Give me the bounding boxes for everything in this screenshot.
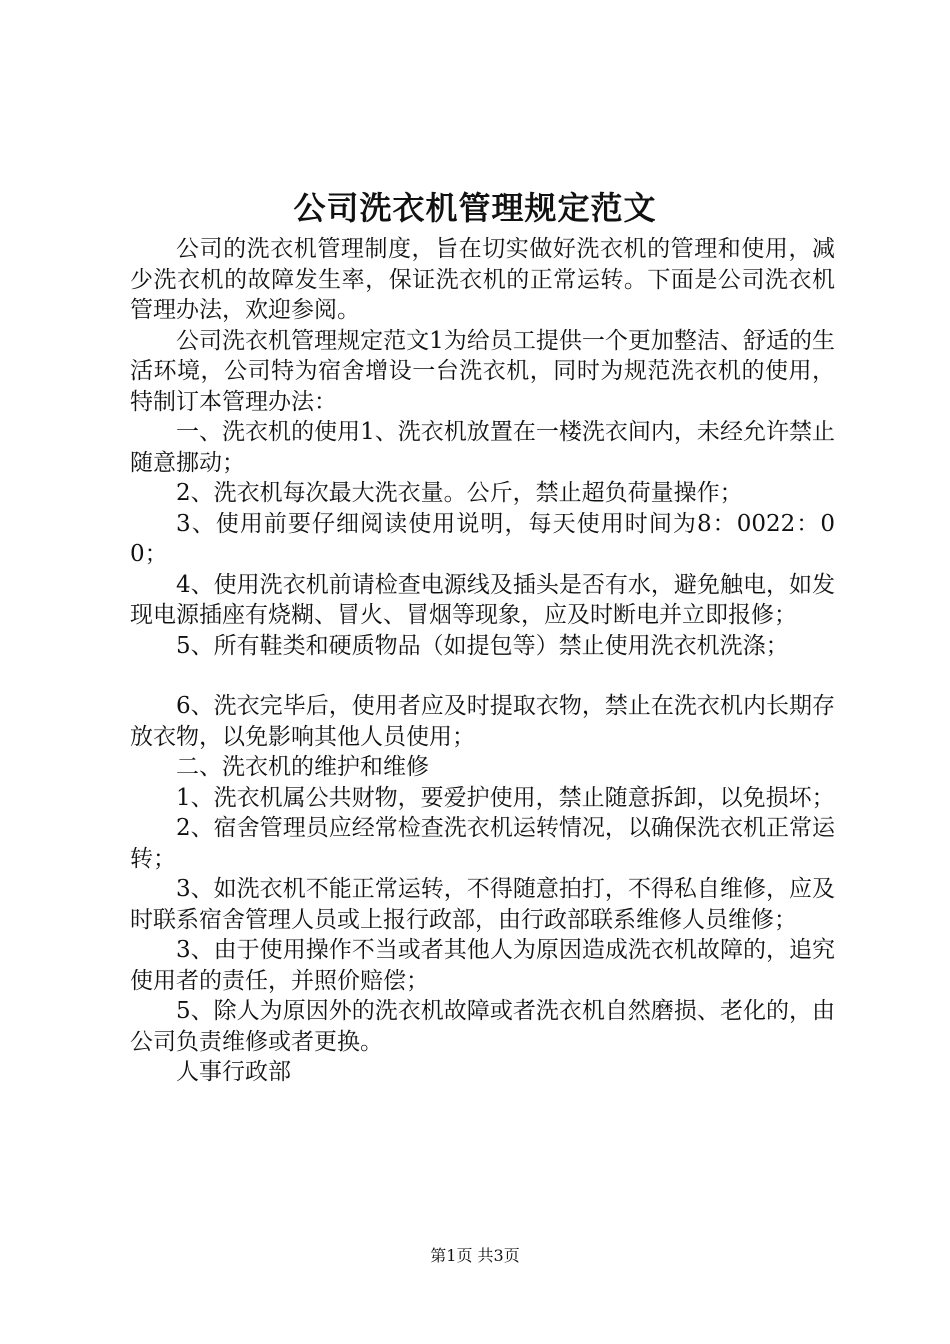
paragraph-maintenance-3: 3、如洗衣机不能正常运转，不得随意拍打，不得私自维修，应及时联系宿舍管理人员或上报行政部，由行政部联系维修人员维修； [130,876,835,933]
paragraph-usage-1: 一、洗衣机的使用1、洗衣机放置在一楼洗衣间内，未经允许禁止随意挪动； [130,419,835,476]
paragraph-maintenance-1: 1、洗衣机属公共财物，要爱护使用，禁止随意拆卸，以免损坏； [176,784,835,811]
paragraph-purpose: 公司洗衣机管理规定范文1为给员工提供一个更加整洁、舒适的生活环境，公司特为宿舍增设一台洗衣机，同时为规范洗衣机的使用，特制订本管理办法： [130,327,835,415]
paragraph-usage-5: 5、所有鞋类和硬质物品（如提包等）禁止使用洗衣机洗涤； [176,632,789,659]
paragraph-maintenance-5: 5、除人为原因外的洗衣机故障或者洗衣机自然磨损、老化的，由公司负责维修或者更换。 [130,998,835,1055]
document-body [130,234,835,1088]
paragraph-usage-2: 2、洗衣机每次最大洗衣量。公斤，禁止超负荷量操作； [176,480,743,506]
page-footer: 第1页 共3页 [430,1246,520,1265]
signature-department: 人事行政部 [176,1059,291,1085]
paragraph-usage-3: 3、使用前要仔细阅读使用说明，每天使用时间为8：0022：00； [130,510,835,567]
paragraph-maintenance-4: 3、由于使用操作不当或者其他人为原因造成洗衣机故障的，追究使用者的责任，并照价赔偿； [130,937,835,994]
paragraph-usage-4: 4、使用洗衣机前请检查电源线及插头是否有水，避免触电，如发现电源插座有烧糊、冒火、冒烟等现象，应及时断电并立即报修； [130,571,835,628]
paragraph-maintenance-2: 2、宿舍管理员应经常检查洗衣机运转情况，以确保洗衣机正常运转； [130,815,835,872]
paragraph-intro: 公司的洗衣机管理制度，旨在切实做好洗衣机的管理和使用，减少洗衣机的故障发生率，保证洗衣机的正常运转。下面是公司洗衣机管理办法，欢迎参阅。 [130,236,835,323]
section-heading-maintenance: 二、洗衣机的维护和维修 [176,754,429,780]
paragraph-usage-6: 6、洗衣完毕后，使用者应及时提取衣物，禁止在洗衣机内长期存放衣物，以免影响其他人员使用； [130,693,835,750]
document-title: 公司洗衣机管理规定范文 [293,189,657,227]
